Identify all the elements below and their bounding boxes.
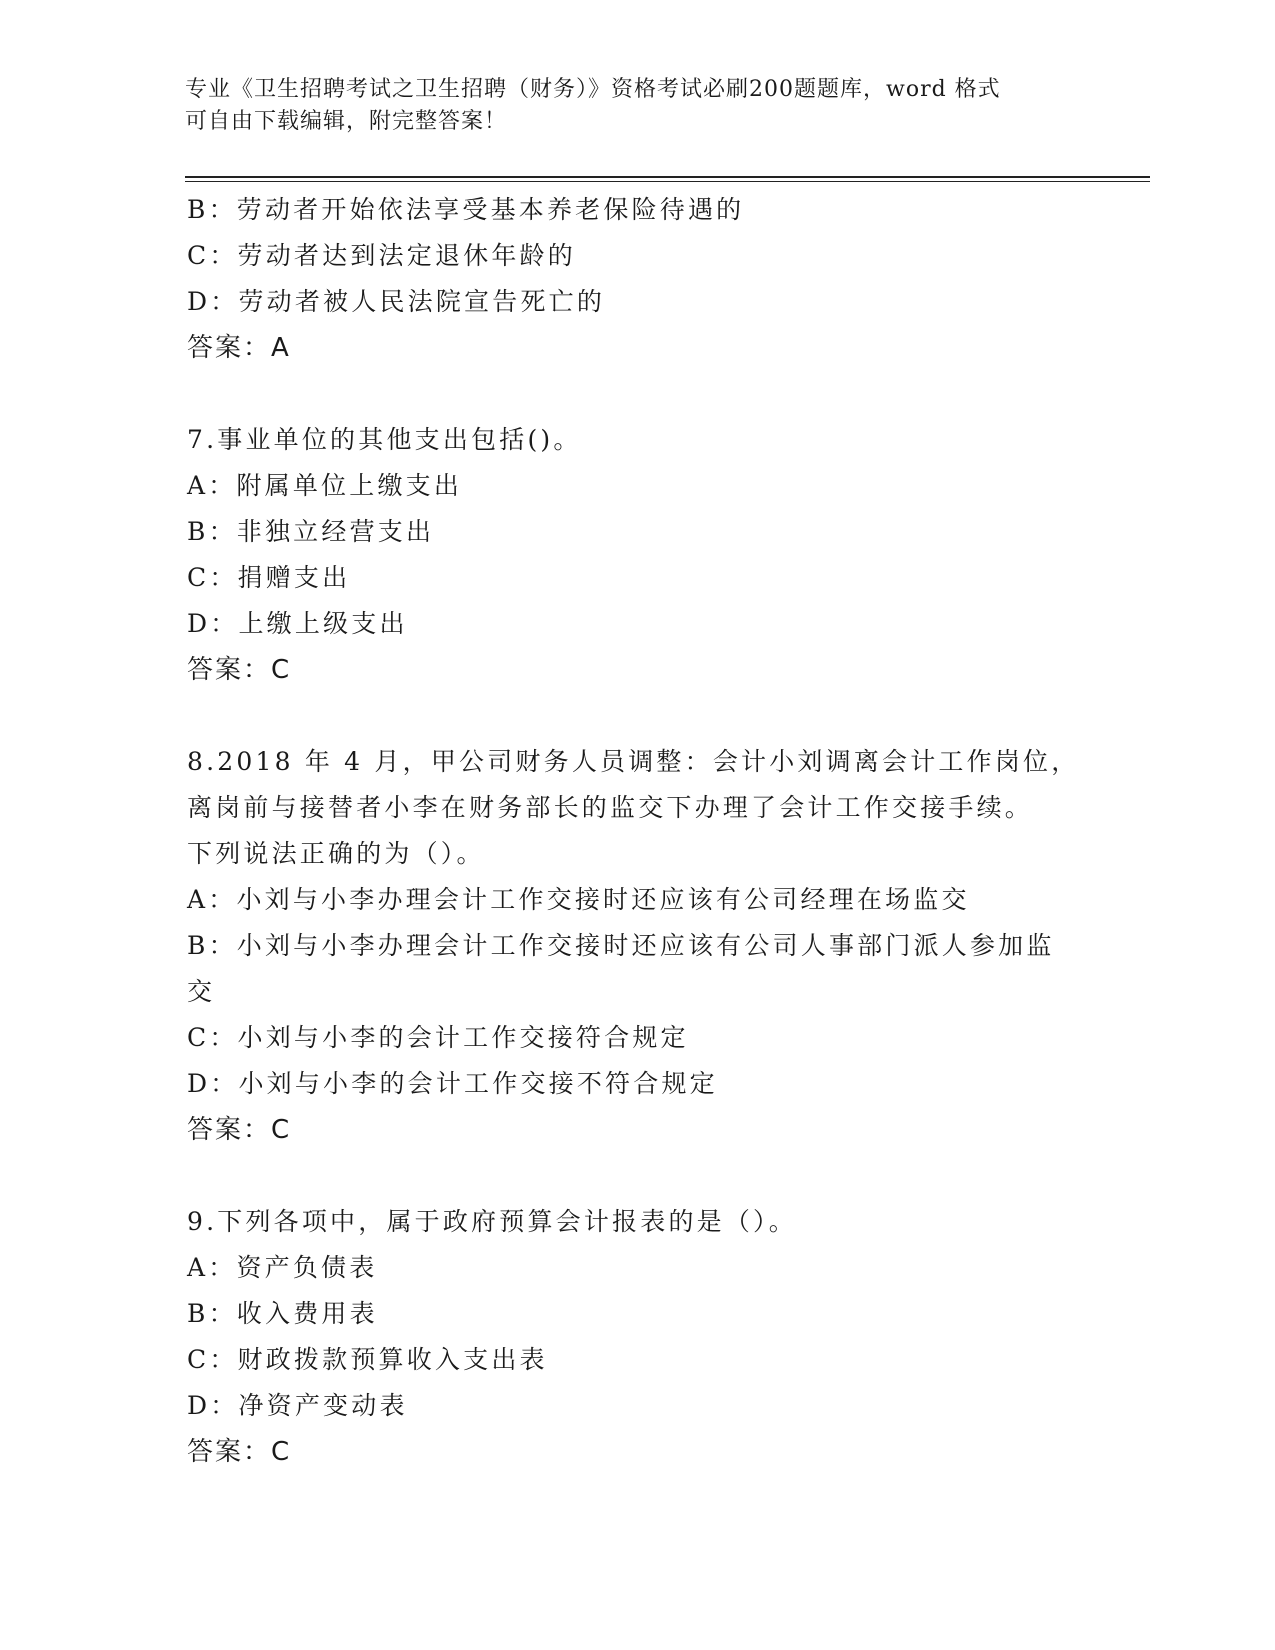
option-a: A：资产负债表 <box>187 1253 378 1282</box>
answer-line: 答案：C <box>187 1437 292 1467</box>
option-a: A：附属单位上缴支出 <box>187 471 463 500</box>
option-c: C：小刘与小李的会计工作交接符合规定 <box>187 1023 689 1052</box>
option-b: B：非独立经营支出 <box>187 517 435 546</box>
option-d: D：小刘与小李的会计工作交接不符合规定 <box>187 1069 718 1098</box>
question-7 <box>187 417 1087 693</box>
carryover-question <box>187 187 1087 371</box>
option-d: D：劳动者被人民法院宣告死亡的 <box>187 287 606 316</box>
option-b: B：劳动者开始依法享受基本养老保险待遇的 <box>187 195 745 224</box>
question-stem: 9.下列各项中，属于政府预算会计报表的是（）。 <box>187 1207 797 1236</box>
option-b: B：小刘与小李办理会计工作交接时还应该有公司人事部门派人参加监 <box>187 931 1055 960</box>
option-d: D：上缴上级支出 <box>187 609 408 638</box>
option-b-continued: 交 <box>187 977 216 1006</box>
question-stem: 离岗前与接替者小李在财务部长的监交下办理了会计工作交接手续。 <box>187 793 1034 822</box>
header-line-1: 专业《卫生招聘考试之卫生招聘（财务）》资格考试必刷200题题库，word 格式 <box>185 77 1001 102</box>
header-divider-thin <box>185 181 1150 182</box>
answer-line: 答案：C <box>187 655 292 685</box>
question-9 <box>187 1199 1087 1475</box>
answer-line: 答案：C <box>187 1115 292 1145</box>
option-b: B：收入费用表 <box>187 1299 378 1328</box>
question-content <box>187 187 1087 1475</box>
option-c: C：财政拨款预算收入支出表 <box>187 1345 548 1374</box>
question-8 <box>187 739 1087 1153</box>
question-stem: 下列说法正确的为（）。 <box>187 839 485 868</box>
question-stem: 8.2018 年 4 月，甲公司财务人员调整：会计小刘调离会计工作岗位， <box>187 747 1080 776</box>
answer-line: 答案：A <box>187 333 291 363</box>
option-c: C：捐赠支出 <box>187 563 351 592</box>
document-header <box>185 74 1085 138</box>
header-divider-thick <box>185 176 1150 178</box>
option-c: C：劳动者达到法定退休年龄的 <box>187 241 576 270</box>
header-line-2: 可自由下载编辑，附完整答案！ <box>185 109 508 134</box>
question-stem: 7.事业单位的其他支出包括()。 <box>187 425 582 454</box>
option-d: D：净资产变动表 <box>187 1391 408 1420</box>
option-a: A：小刘与小李办理会计工作交接时还应该有公司经理在场监交 <box>187 885 970 914</box>
